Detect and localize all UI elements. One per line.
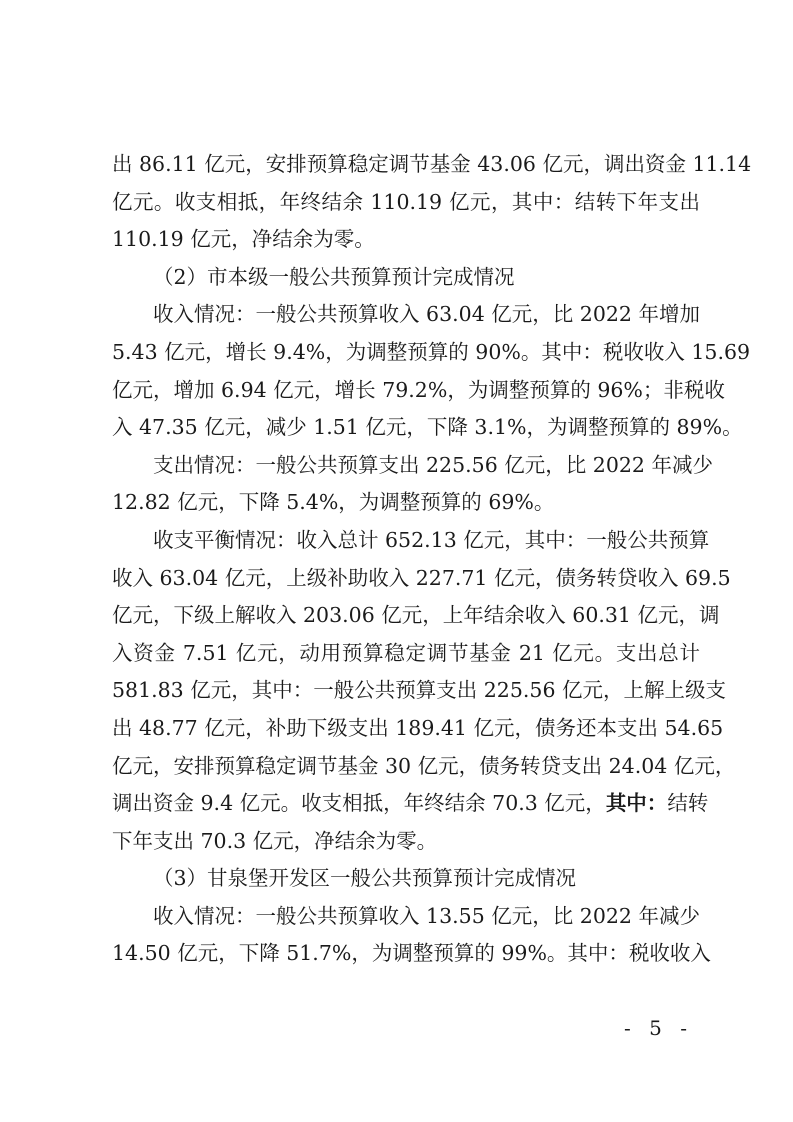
section-heading: （3）甘泉堡开发区一般公共预算预计完成情况 <box>153 866 577 891</box>
text-run: 调出资金 9.4 亿元。收支相抵，年终结余 70.3 亿元， <box>112 791 606 816</box>
document-body <box>112 146 752 973</box>
text-line: 12.82 亿元，下降 5.4%，为调整预算的 69%。 <box>112 490 555 515</box>
text-line: 出 86.11 亿元，安排预算稳定调节基金 43.06 亿元，调出资金 11.14 <box>112 152 752 176</box>
text-line: 出 48.77 亿元，补助下级支出 189.41 亿元，债务还本支出 54.65 <box>112 715 724 740</box>
text-line: 亿元，安排预算稳定调节基金 30 亿元，债务转贷支出 24.04 亿元， <box>112 753 736 778</box>
text-run: 结转 <box>667 791 709 816</box>
text-line: 581.83 亿元，其中：一般公共预算支出 225.56 亿元，上解上级支 <box>112 678 727 703</box>
page-number: - 5 - <box>624 1016 693 1040</box>
text-line: 收入情况：一般公共预算收入 13.55 亿元，比 2022 年减少 <box>153 903 700 928</box>
text-line: 入资金 7.51 亿元，动用预算稳定调节基金 21 亿元。支出总计 <box>112 640 700 665</box>
text-line: 收入 63.04 亿元，上级补助收入 227.71 亿元，债务转贷收入 69.5 <box>112 565 731 590</box>
text-line: 110.19 亿元，净结余为零。 <box>112 227 375 252</box>
bold-text-run: 其中： <box>605 791 668 816</box>
text-line: 亿元，增加 6.94 亿元，增长 79.2%，为调整预算的 96%；非税收 <box>112 377 725 402</box>
text-line: 收支平衡情况：收入总计 652.13 亿元，其中：一般公共预算 <box>153 527 710 552</box>
text-line: 14.50 亿元，下降 51.7%，为调整预算的 99%。其中：税收收入 <box>112 941 711 966</box>
text-line <box>112 785 709 823</box>
text-line: 入 47.35 亿元，减少 1.51 亿元，下降 3.1%，为调整预算的 89%。 <box>112 415 743 440</box>
text-line: 亿元，下级上解收入 203.06 亿元，上年结余收入 60.31 亿元，调 <box>112 603 720 628</box>
text-line: 下年支出 70.3 亿元，净结余为零。 <box>112 828 438 853</box>
text-line: 5.43 亿元，增长 9.4%，为调整预算的 90%。其中：税收收入 15.69 <box>112 339 751 364</box>
text-line: 收入情况：一般公共预算收入 63.04 亿元，比 2022 年增加 <box>153 302 700 327</box>
section-heading: （2）市本级一般公共预算预计完成情况 <box>153 264 515 289</box>
text-line: 支出情况：一般公共预算支出 225.56 亿元，比 2022 年减少 <box>153 452 713 477</box>
text-line: 亿元。收支相抵，年终结余 110.19 亿元，其中：结转下年支出 <box>112 189 700 214</box>
